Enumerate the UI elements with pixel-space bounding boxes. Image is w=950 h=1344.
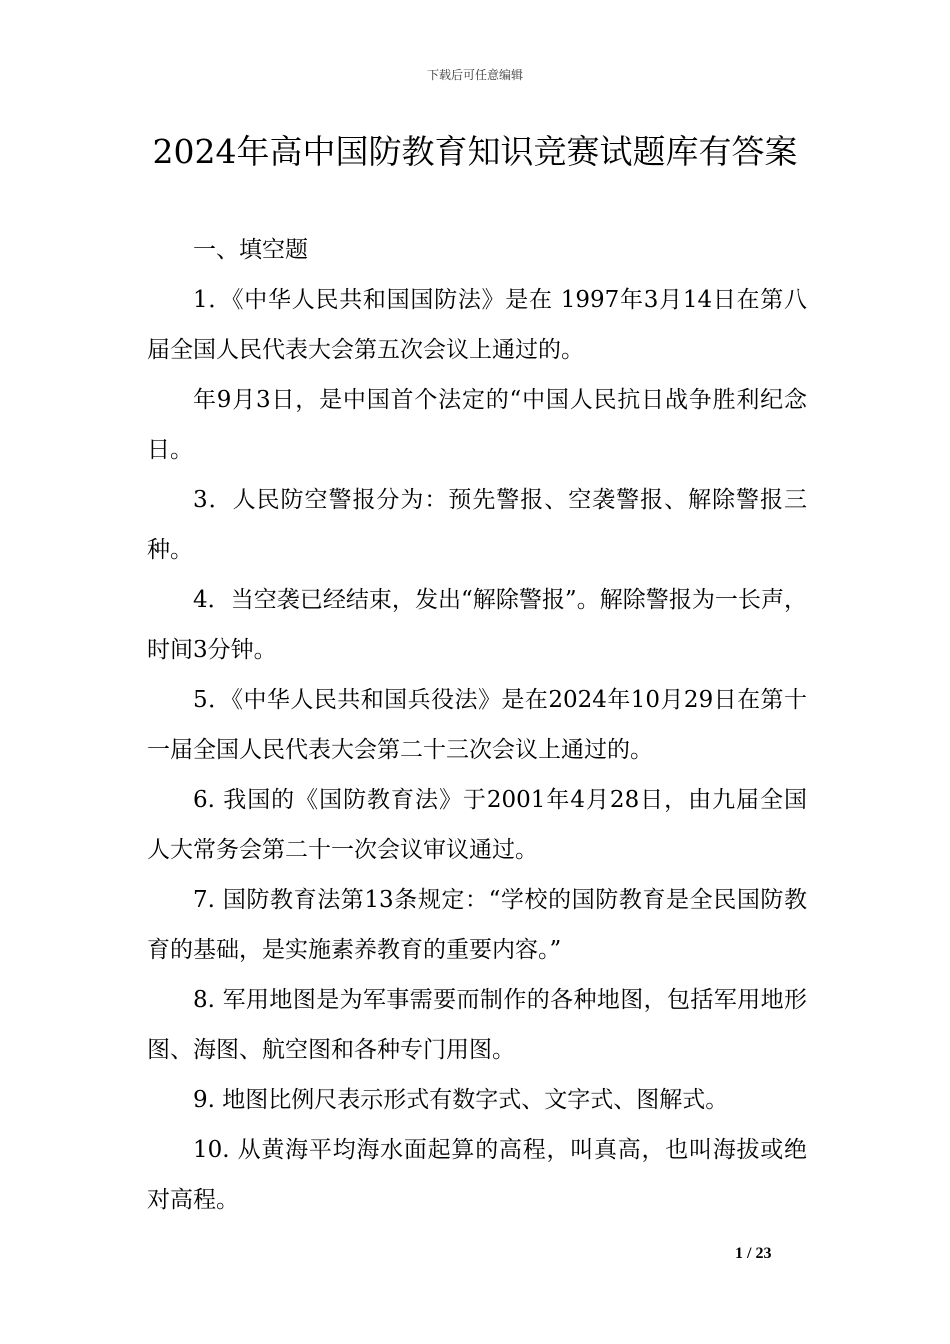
header-note: 下载后可任意编辑: [426, 68, 523, 82]
paragraph: 3．人民防空警报分为：预先警报、空袭警报、解除警报三种。: [147, 487, 807, 563]
document-body: [147, 225, 807, 1225]
section-heading: 一、填空题: [193, 237, 308, 263]
page-number: 1 / 23: [735, 1245, 772, 1262]
paragraph: 8. 军用地图是为军事需要而制作的各种地图，包括军用地形图、海图、航空图和各种专门用图。: [147, 987, 807, 1063]
paragraph: 10. 从黄海平均海水面起算的高程，叫真高，也叫海拔或绝对高程。: [147, 1137, 807, 1213]
paragraph: 4．当空袭已经结束，发出“解除警报”。解除警报为一长声，时间3分钟。: [147, 587, 807, 663]
paragraph: 1．《中华人民共和国国防法》是在 1997年3月14日在第八届全国人民代表大会第五次会议上通过的。: [147, 287, 807, 363]
paragraph: 5．《中华人民共和国兵役法》是在2024年10月29日在第十一届全国人民代表大会第二十三次会议上通过的。: [147, 687, 807, 763]
paragraph: 7. 国防教育法第13条规定：“学校的国防教育是全民国防教育的基础，是实施素养教育的重要内容。”: [147, 887, 807, 963]
paragraph: 9. 地图比例尺表示形式有数字式、文字式、图解式。: [193, 1087, 729, 1113]
paragraph: 年9月3日，是中国首个法定的“中国人民抗日战争胜利纪念日。: [147, 387, 807, 463]
document-title: 2024年高中国防教育知识竞赛试题库有答案: [152, 132, 798, 171]
paragraph: 6. 我国的《国防教育法》于2001年4月28日，由九届全国人大常务会第二十一次会议审议通过。: [147, 787, 807, 863]
